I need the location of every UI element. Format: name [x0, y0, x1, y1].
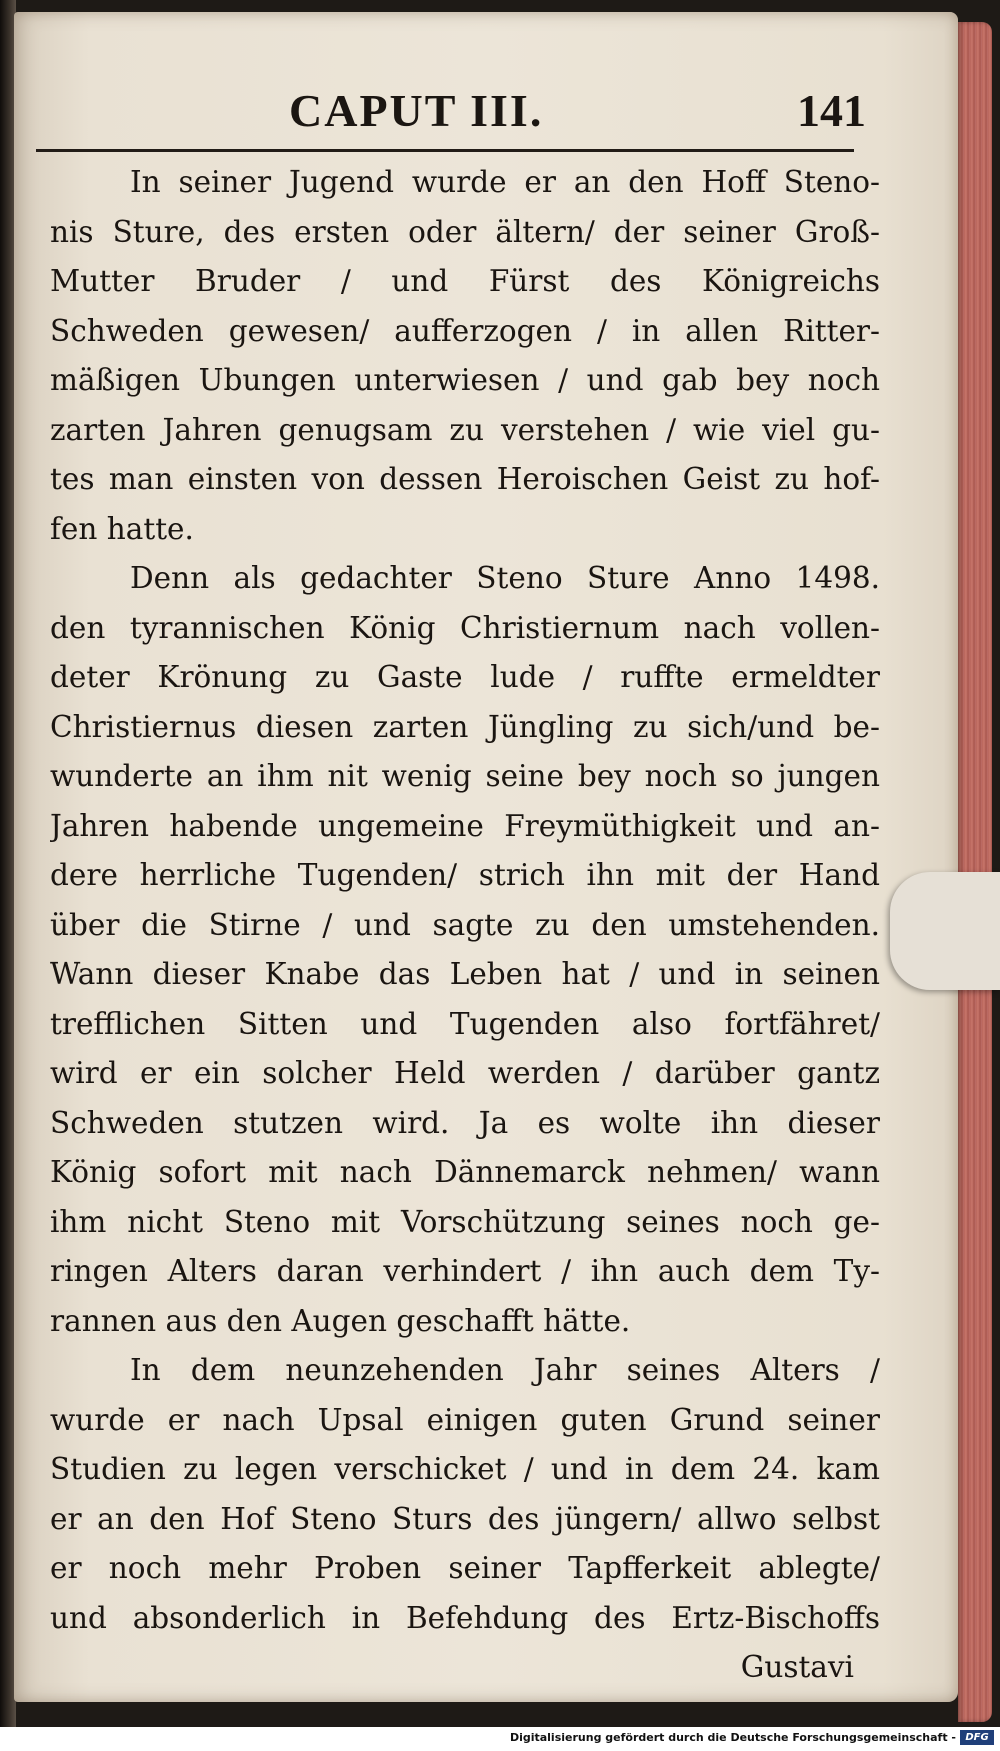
text-line: dere herrliche Tugenden/ strich ihn mit der Hand: [50, 858, 880, 892]
text-line: mäßigen Ubungen unterwiesen / und gab bey noch: [50, 363, 880, 397]
running-head: CAPUT III.: [289, 85, 544, 136]
text-line: tes man einsten von dessen Heroischen Geist zu hof-: [50, 462, 880, 496]
text-line: den tyrannischen König Christiernum nach vollen-: [50, 610, 880, 645]
text-line: Mutter Bruder / und Fürst des Königreichs: [50, 264, 880, 298]
bookmark-tab: [890, 872, 1000, 990]
text-line: In dem neunzehenden Jahr seines Alters /: [130, 1353, 880, 1387]
text-line: und absonderlich in Befehdung des Ertz-Bischoffs: [50, 1600, 880, 1635]
text-line: ringen Alters daran verhindert / ihn auch dem Ty-: [50, 1254, 880, 1288]
body-text: [50, 158, 880, 1693]
text-line: wunderte an ihm nit wenig seine bey noch so jungen: [50, 759, 880, 793]
text-line: Schweden gewesen/ aufferzogen / in allen Ritter-: [50, 313, 880, 348]
text-line: fen hatte.: [50, 511, 194, 546]
text-line: er noch mehr Proben seiner Tapfferkeit ablegte/: [50, 1551, 880, 1585]
text-line: er an den Hof Steno Sturs des jüngern/ allwo selbst: [50, 1501, 880, 1536]
text-line: deter Krönung zu Gaste lude / ruffte ermeldter: [50, 660, 880, 694]
text-line: wird er ein solcher Held werden / darüber gantz: [50, 1056, 880, 1090]
text-line: rannen aus den Augen geschafft hätte.: [50, 1303, 631, 1338]
text-line: Jahren habende ungemeine Freymüthigkeit und an-: [50, 808, 880, 843]
catchword: Gustavi: [740, 1650, 854, 1684]
text-line: König sofort mit nach Dännemarck nehmen/ wann: [50, 1155, 880, 1189]
text-line: wurde er nach Upsal einigen guten Grund seiner: [50, 1402, 880, 1437]
text-line: Wann dieser Knabe das Leben hat / und in seinen: [50, 957, 880, 991]
text-line: trefflichen Sitten und Tugenden also fortfähret/: [50, 1006, 880, 1041]
text-line: über die Stirne / und sagte zu den umstehenden.: [50, 907, 880, 942]
text-line: In seiner Jugend wurde er an den Hoff Steno-: [130, 165, 880, 199]
text-line: nis Sture, des ersten oder ältern/ der seiner Groß-: [50, 214, 880, 249]
page-number: 141: [797, 85, 866, 136]
text-line: Christiernus diesen zarten Jüngling zu sich/und be-: [50, 709, 880, 744]
text-line: zarten Jahren genugsam zu verstehen / wie viel gu-: [50, 412, 880, 447]
page-header: [36, 80, 866, 150]
text-line: Studien zu legen verschicket / und in dem 24. kam: [50, 1452, 880, 1486]
text-line: Denn als gedachter Steno Sture Anno 1498.: [130, 561, 880, 595]
dfg-logo: DFG: [960, 1730, 994, 1745]
text-line: ihm nicht Steno mit Vorschützung seines noch ge-: [50, 1204, 880, 1239]
text-line: Schweden stutzen wird. Ja es wolte ihn dieser: [50, 1105, 880, 1140]
digitization-credit: Digitalisierung gefördert durch die Deutsche Forschungsgemeinschaft -: [509, 1731, 956, 1744]
header-rule: [36, 149, 854, 152]
